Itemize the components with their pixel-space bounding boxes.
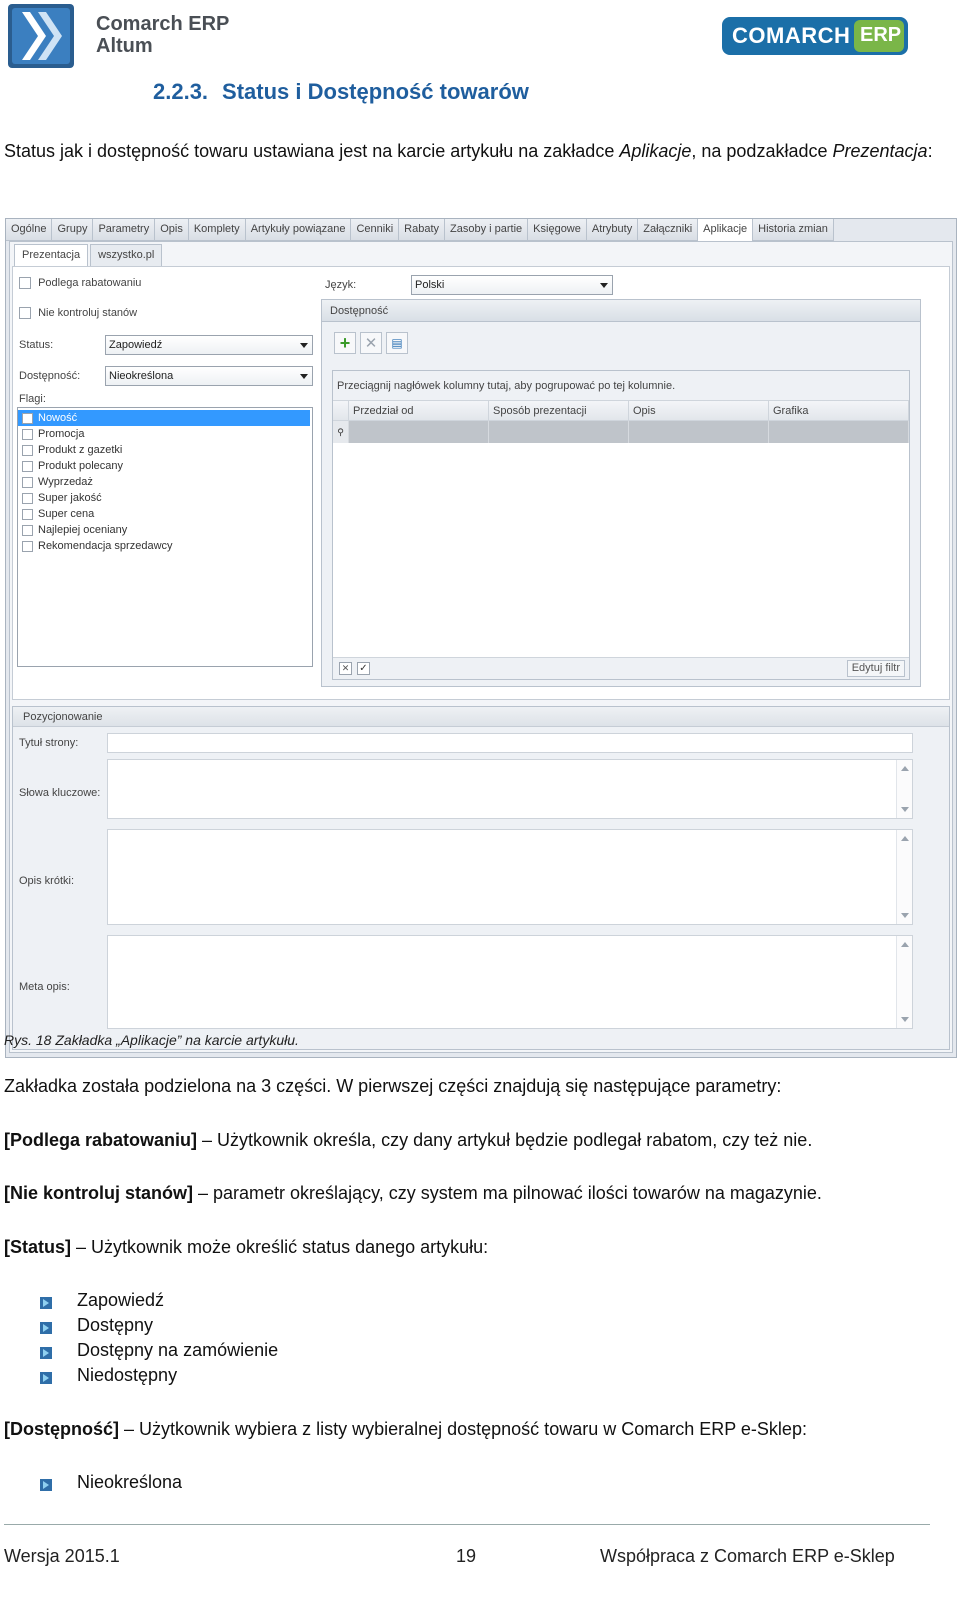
tab-item[interactable]: Rabaty bbox=[399, 219, 445, 241]
filter-cell[interactable] bbox=[629, 421, 769, 443]
filter-cell[interactable] bbox=[349, 421, 489, 443]
flag-checkbox[interactable] bbox=[22, 445, 33, 456]
chevron-down-icon bbox=[600, 283, 608, 288]
desc-stany: – parametr określający, czy system ma pilnować ilości towarów na magazynie. bbox=[193, 1183, 822, 1203]
flag-item[interactable] bbox=[18, 410, 310, 426]
term-rabat: [Podlega rabatowaniu] bbox=[4, 1130, 198, 1150]
flag-label: Super jakość bbox=[38, 492, 102, 504]
flag-item[interactable] bbox=[18, 522, 312, 538]
section-number: 2.2.3. bbox=[153, 79, 209, 104]
tytul-strony-input[interactable] bbox=[107, 733, 913, 753]
checkbox-box[interactable] bbox=[19, 277, 31, 289]
term-stany: [Nie kontroluj stanów] bbox=[4, 1183, 193, 1203]
grid-filter-row[interactable] bbox=[333, 421, 909, 443]
status-label: Status: bbox=[19, 339, 54, 351]
flag-label: Super cena bbox=[38, 508, 95, 520]
flag-label: Produkt z gazetki bbox=[38, 444, 123, 456]
filter-enabled-checkbox[interactable]: ✓ bbox=[357, 662, 370, 675]
grid-footer bbox=[333, 657, 909, 679]
grid-column-header[interactable]: Przedział od bbox=[349, 401, 489, 421]
tab-item[interactable]: Cenniki bbox=[351, 219, 399, 241]
flag-item[interactable] bbox=[18, 442, 312, 458]
tab-item[interactable]: Atrybuty bbox=[587, 219, 638, 241]
filter-icon: ⚲ bbox=[333, 421, 349, 443]
tab-item[interactable]: Zasoby i partie bbox=[445, 219, 528, 241]
application-screenshot bbox=[5, 218, 957, 1058]
flag-checkbox[interactable] bbox=[22, 461, 33, 472]
dostepnosc-dropdown[interactable] bbox=[105, 366, 313, 386]
paragraph-status bbox=[4, 1237, 488, 1258]
scrollbar[interactable] bbox=[896, 760, 912, 818]
status-value: Zapowiedź bbox=[109, 339, 163, 351]
flag-item[interactable] bbox=[18, 426, 312, 442]
checkbox-stany-label: Nie kontroluj stanów bbox=[38, 307, 138, 319]
flag-label: Produkt polecany bbox=[38, 460, 123, 472]
checkbox-box[interactable] bbox=[19, 307, 31, 319]
paragraph-rabat bbox=[4, 1130, 812, 1151]
desc-dostepnosc: – Użytkownik wybiera z listy wybieralnej dostępność towaru w Comarch ERP e-Sklep: bbox=[119, 1419, 807, 1439]
status-dropdown[interactable] bbox=[105, 335, 313, 355]
flag-item[interactable] bbox=[18, 458, 312, 474]
flag-checkbox[interactable] bbox=[22, 429, 33, 440]
checkbox-rabat-label: Podlega rabatowaniu bbox=[38, 277, 142, 289]
intro-part3: : bbox=[927, 141, 933, 161]
tab-item[interactable]: Załączniki bbox=[638, 219, 698, 241]
tab-item[interactable]: Historia zmian bbox=[753, 219, 834, 241]
group-by-area[interactable]: Przeciągnij nagłówek kolumny tutaj, aby pogrupować po tej kolumnie. bbox=[333, 371, 909, 401]
logo-left-line2: Altum bbox=[96, 35, 153, 57]
tab-item[interactable]: Opis bbox=[155, 219, 189, 241]
tab-content bbox=[9, 241, 953, 1053]
paragraph-dostepnosc bbox=[4, 1419, 807, 1440]
edit-grid-icon[interactable]: ▤ bbox=[386, 332, 408, 354]
grid-toolbar bbox=[334, 332, 408, 354]
filter-cell[interactable] bbox=[489, 421, 629, 443]
opis-krotki-label: Opis krótki: bbox=[19, 875, 75, 887]
pozycjonowanie-header: Pozycjonowanie bbox=[13, 707, 949, 727]
intro-paragraph bbox=[4, 138, 956, 164]
bullet-icon bbox=[40, 1479, 52, 1491]
bullet-icon bbox=[40, 1322, 52, 1334]
checkbox-podlega-rabatowaniu[interactable] bbox=[19, 277, 141, 289]
footer-title: Współpraca z Comarch ERP e-Sklep bbox=[600, 1546, 895, 1566]
bullet-item: Nieokreślona bbox=[77, 1472, 183, 1492]
scrollbar[interactable] bbox=[896, 936, 912, 1028]
term-dostepnosc: [Dostępność] bbox=[4, 1419, 120, 1439]
dostepnosc-group bbox=[321, 299, 921, 687]
slowa-kluczowe-input[interactable] bbox=[107, 759, 913, 819]
flag-item[interactable] bbox=[18, 538, 312, 554]
flagi-label: Flagi: bbox=[19, 393, 46, 405]
intro-prezentacja: Prezentacja bbox=[832, 141, 928, 161]
flag-checkbox[interactable] bbox=[22, 525, 33, 536]
tab-item[interactable]: Ogólne bbox=[6, 219, 52, 241]
bullet-icon bbox=[40, 1297, 52, 1309]
scrollbar[interactable] bbox=[896, 830, 912, 924]
comarch-erp-logo bbox=[722, 17, 908, 57]
bullet-item: Niedostępny bbox=[77, 1365, 178, 1385]
logo-left-text bbox=[96, 13, 229, 57]
filter-cell[interactable] bbox=[769, 421, 909, 443]
grid-header bbox=[333, 401, 909, 421]
flag-checkbox[interactable] bbox=[22, 541, 33, 552]
bullet-item: Dostępny na zamówienie bbox=[77, 1340, 279, 1360]
comarch-altum-logo-icon bbox=[8, 4, 74, 68]
opis-krotki-input[interactable] bbox=[107, 829, 913, 925]
section-heading bbox=[153, 79, 529, 105]
jezyk-value: Polski bbox=[415, 279, 445, 291]
flag-label: Promocja bbox=[38, 428, 85, 440]
flag-label: Najlepiej oceniany bbox=[38, 524, 128, 536]
flag-item[interactable] bbox=[18, 506, 312, 522]
tab-item[interactable]: Aplikacje bbox=[698, 219, 753, 241]
flags-list[interactable] bbox=[17, 407, 313, 667]
close-filter-icon[interactable]: ✕ bbox=[339, 662, 352, 675]
tab-item[interactable]: Księgowe bbox=[528, 219, 587, 241]
intro-part2: , na podzakładce bbox=[691, 141, 833, 161]
bullet-item: Dostępny bbox=[77, 1315, 154, 1335]
article-tabs bbox=[6, 219, 956, 241]
meta-opis-input[interactable] bbox=[107, 935, 913, 1029]
paragraph-intro: Zakładka została podzielona na 3 części. W pierwszej części znajdują się następujące parametry: bbox=[4, 1076, 782, 1096]
desc-rabat: – Użytkownik określa, czy dany artykuł będzie podlegał rabatom, czy też nie. bbox=[197, 1130, 813, 1150]
flag-label: Wyprzedaż bbox=[38, 476, 93, 488]
flag-checkbox[interactable] bbox=[22, 413, 33, 424]
figure-caption: Rys. 18 Zakładka „Aplikacje” na karcie artykułu. bbox=[4, 1032, 299, 1048]
tab-item[interactable]: Komplety bbox=[189, 219, 246, 241]
tytul-strony-label: Tytuł strony: bbox=[19, 737, 79, 749]
logo-right-word1: COMARCH bbox=[732, 23, 851, 48]
prezentacja-pane bbox=[12, 266, 950, 700]
pozycjonowanie-group bbox=[12, 706, 950, 1050]
subtab-item[interactable]: wszystko.pl bbox=[90, 244, 162, 266]
chevron-down-icon bbox=[300, 343, 308, 348]
subtabs bbox=[14, 244, 164, 266]
slowa-kluczowe-label: Słowa kluczowe: bbox=[19, 787, 101, 799]
bullet-icon bbox=[40, 1372, 52, 1384]
tab-item[interactable]: Parametry bbox=[93, 219, 155, 241]
tab-item[interactable]: Grupy bbox=[52, 219, 93, 241]
section-title: Status i Dostępność towarów bbox=[222, 79, 529, 104]
add-icon[interactable]: + bbox=[334, 332, 356, 354]
checkbox-nie-kontroluj-stanow[interactable] bbox=[19, 307, 137, 319]
footer-version: Wersja 2015.1 bbox=[4, 1546, 120, 1566]
chevron-down-icon bbox=[300, 374, 308, 379]
flag-item[interactable] bbox=[18, 474, 312, 490]
grid-column-header[interactable]: Grafika bbox=[769, 401, 909, 421]
delete-icon[interactable]: ✕ bbox=[360, 332, 382, 354]
dostepnosc-grid bbox=[332, 370, 910, 680]
meta-opis-label: Meta opis: bbox=[19, 981, 70, 993]
tab-item[interactable]: Artykuły powiązane bbox=[246, 219, 352, 241]
row-indicator-header bbox=[333, 401, 349, 421]
flag-label: Rekomendacja sprzedawcy bbox=[38, 540, 173, 552]
flag-label: Nowość bbox=[38, 412, 78, 424]
flag-checkbox[interactable] bbox=[22, 477, 33, 488]
footer-page-number: 19 bbox=[456, 1546, 477, 1566]
subtab-item[interactable]: Prezentacja bbox=[14, 244, 88, 266]
jezyk-label: Język: bbox=[325, 279, 357, 291]
grid-column-header[interactable]: Sposób prezentacji bbox=[489, 401, 629, 421]
dostepnosc-group-header: Dostępność bbox=[322, 300, 920, 322]
intro-part1: Status jak i dostępność towaru ustawiana jest na karcie artykułu na zakładce bbox=[4, 141, 620, 161]
flag-checkbox[interactable] bbox=[22, 509, 33, 520]
edit-filter-button[interactable]: Edytuj filtr bbox=[847, 660, 905, 677]
term-status: [Status] bbox=[4, 1237, 71, 1257]
logo-left-line1: Comarch ERP bbox=[96, 13, 230, 35]
dostepnosc-value: Nieokreślona bbox=[109, 370, 174, 382]
intro-aplikacje: Aplikacje bbox=[619, 141, 692, 161]
flag-item[interactable] bbox=[18, 490, 312, 506]
paragraph-stany bbox=[4, 1183, 822, 1204]
desc-status: – Użytkownik może określić status danego artykułu: bbox=[71, 1237, 489, 1257]
jezyk-dropdown[interactable] bbox=[411, 275, 613, 295]
grid-column-header[interactable]: Opis bbox=[629, 401, 769, 421]
footer-divider bbox=[4, 1524, 930, 1525]
dostepnosc-label: Dostępność: bbox=[19, 370, 81, 382]
logo-right-word2: ERP bbox=[860, 24, 902, 46]
flag-checkbox[interactable] bbox=[22, 493, 33, 504]
bullet-item: Zapowiedź bbox=[77, 1290, 165, 1310]
bullet-icon bbox=[40, 1347, 52, 1359]
